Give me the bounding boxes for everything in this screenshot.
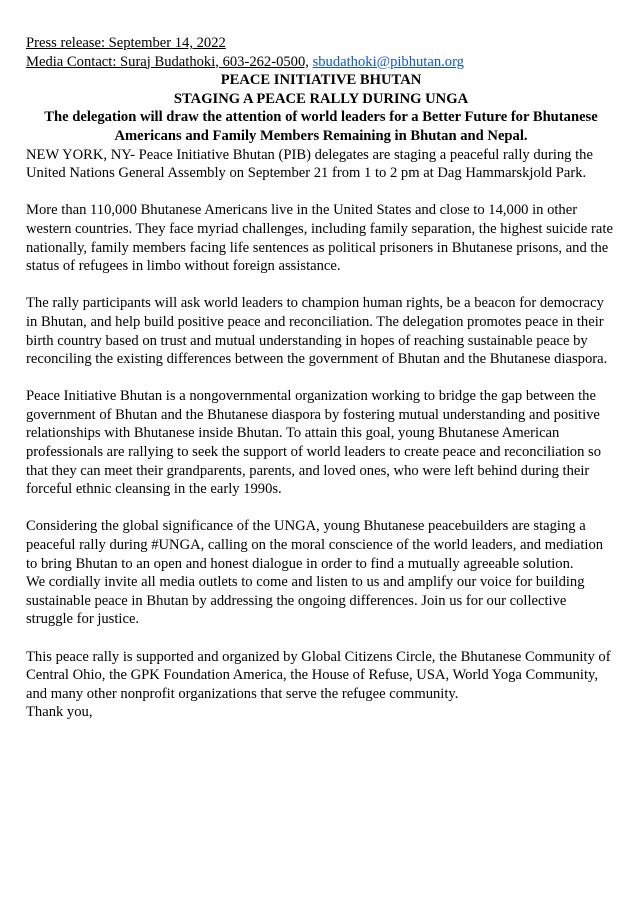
- paragraph-population: More than 110,000 Bhutanese Americans live in the United States and close to 14,000 in other western countries. They face myriad challenges, including family separation, the highest suicide rate nationally, family members facing life sentences as political prisoners in Bhutanese prisons, and the status of refugees in limbo without foreign assistance.: [26, 202, 613, 275]
- media-contact-email-link[interactable]: sbudathoki@pibhutan.org: [312, 53, 464, 70]
- media-contact-label: Media Contact: Suraj Budathoki, 603-262-0500,: [26, 53, 309, 70]
- headline: STAGING A PEACE RALLY DURING UNGA: [173, 90, 469, 107]
- press-release-date: Press release: September 14, 2022: [26, 35, 226, 51]
- paragraph-organization: Peace Initiative Bhutan is a nongovernmental organization working to bridge the gap between the government of Bhutan and the Bhutanese diaspora by fostering mutual understanding and positive relationships with Bhutanese inside Bhutan. To attain this goal, young Bhutanese American professionals are rallying to seek the support of world leaders to create peace and reconciliation so that they can meet their grandparents, parents, and loved ones, who were left behind during their forceful ethnic cleansing in the early 1990s.: [26, 388, 602, 498]
- paragraph-supporters: This peace rally is supported and organized by Global Citizens Circle, the Bhutanese Community of Central Ohio, the GPK Foundation America, the House of Refuse, USA, World Yoga Community, and many other nonprofit organizations that serve the refugee community.: [26, 648, 611, 702]
- press-release-document: [26, 34, 616, 722]
- paragraph-spacer: [26, 276, 616, 295]
- paragraph-media-invite: We cordially invite all media outlets to come and listen to us and amplify our voice for building sustainable peace in Bhutan by addressing the ongoing differences. Join us for our collective struggle for justice.: [26, 574, 585, 628]
- paragraph-spacer: [26, 183, 616, 202]
- closing-line: Thank you,: [26, 704, 93, 721]
- paragraph-dateline: NEW YORK, NY- Peace Initiative Bhutan (PIB) delegates are staging a peaceful rally during the United Nations General Assembly on September 21 from 1 to 2 pm at Dag Hammarskjold Park.: [26, 146, 593, 182]
- organization-title: PEACE INITIATIVE BHUTAN: [220, 72, 422, 89]
- paragraph-unga: Considering the global significance of the UNGA, young Bhutanese peacebuilders are staging a peaceful rally during #UNGA, calling on the moral conscience of the world leaders, and mediation to bring Bhutan to an open and honest dialogue in order to find a mutually agreeable solution.: [26, 518, 604, 572]
- paragraph-rally-goals: The rally participants will ask world leaders to champion human rights, be a beacon for democracy in Bhutan, and help build positive peace and reconciliation. The delegation promotes peace in their birth country based on trust and mutual understanding in hopes of reaching sustainable peace by reconciling the existing differences between the government of Bhutan and the Bhutanese diaspora.: [26, 295, 608, 368]
- paragraph-spacer: [26, 369, 616, 388]
- media-contact: [26, 53, 616, 72]
- paragraph-spacer: [26, 499, 616, 518]
- paragraph-spacer: [26, 629, 616, 648]
- subheadline: The delegation will draw the attention of world leaders for a Better Future for Bhutanese Americans and Family Members Remaining in Bhutan and Nepal.: [44, 109, 598, 144]
